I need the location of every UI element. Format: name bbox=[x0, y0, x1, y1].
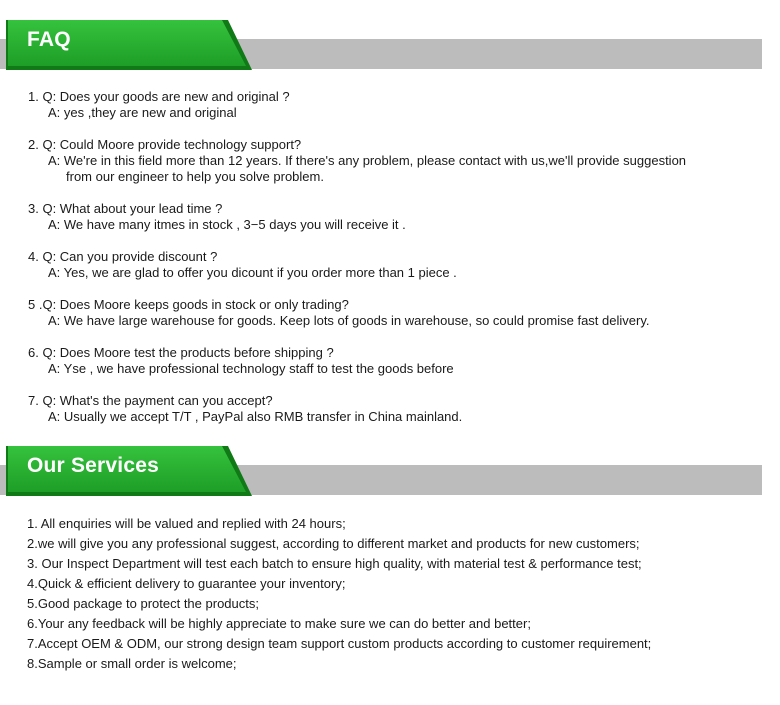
faq-item-7 bbox=[28, 393, 686, 425]
faq-question: 3. Q: What about your lead time ? bbox=[28, 201, 223, 216]
faq-item-6 bbox=[28, 345, 686, 377]
faq-answer: A: We have many itmes in stock , 3−5 days you will receive it . bbox=[48, 217, 406, 232]
faq-item-2 bbox=[28, 137, 686, 185]
service-item: 5.Good package to protect the products; bbox=[27, 596, 259, 611]
faq-question: 6. Q: Does Moore test the products before shipping ? bbox=[28, 345, 334, 360]
service-item: 3. Our Inspect Department will test each batch to ensure high quality, with material test & performance test; bbox=[27, 556, 642, 571]
service-item: 6.Your any feedback will be highly appreciate to make sure we can do better and better; bbox=[27, 616, 531, 631]
faq-question: 4. Q: Can you provide discount ? bbox=[28, 249, 218, 264]
service-item: 2.we will give you any professional suggest, according to different market and products for new customers; bbox=[27, 536, 640, 551]
faq-answer-continued: from our engineer to help you solve problem. bbox=[66, 169, 324, 184]
faq-item-1 bbox=[28, 89, 686, 121]
faq-answer: A: We're in this field more than 12 years. If there's any problem, please contact with us,we'll provide suggestion bbox=[48, 153, 687, 168]
service-item: 8.Sample or small order is welcome; bbox=[27, 656, 237, 671]
faq-list bbox=[28, 89, 686, 441]
faq-question: 5 .Q: Does Moore keeps goods in stock or only trading? bbox=[28, 297, 349, 312]
faq-answer: A: Yes, we are glad to offer you dicount if you order more than 1 piece . bbox=[48, 265, 457, 280]
faq-item-5 bbox=[28, 297, 686, 329]
services-heading: Our Services bbox=[27, 454, 159, 477]
faq-question: 1. Q: Does your goods are new and original ? bbox=[28, 89, 290, 104]
faq-heading: FAQ bbox=[27, 28, 71, 51]
faq-answer: A: Usually we accept T/T , PayPal also RMB transfer in China mainland. bbox=[48, 409, 463, 424]
service-item: 7.Accept OEM & ODM, our strong design team support custom products according to customer requirement; bbox=[27, 636, 652, 651]
faq-answer: A: We have large warehouse for goods. Keep lots of goods in warehouse, so could promise fast delivery. bbox=[48, 313, 650, 328]
service-item: 4.Quick & efficient delivery to guarantee your inventory; bbox=[27, 576, 346, 591]
service-item: 1. All enquiries will be valued and replied with 24 hours; bbox=[27, 516, 346, 531]
faq-answer: A: yes ,they are new and original bbox=[48, 105, 237, 120]
faq-banner bbox=[0, 20, 780, 92]
faq-item-3 bbox=[28, 201, 686, 233]
faq-question: 2. Q: Could Moore provide technology support? bbox=[28, 137, 302, 152]
services-banner bbox=[0, 446, 780, 518]
faq-question: 7. Q: What's the payment can you accept? bbox=[28, 393, 273, 408]
faq-answer: A: Yse , we have professional technology staff to test the goods before bbox=[48, 361, 454, 376]
services-list bbox=[27, 514, 651, 674]
faq-item-4 bbox=[28, 249, 686, 281]
